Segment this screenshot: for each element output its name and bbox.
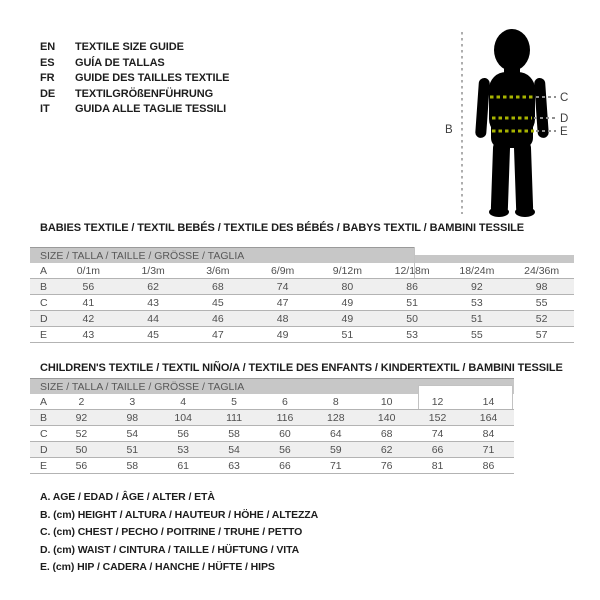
table-cell: 50 [380, 311, 445, 327]
table-cell: 60 [260, 426, 311, 442]
table-cell: 98 [509, 279, 574, 295]
language-row-de [40, 87, 229, 103]
children-table-body [30, 394, 514, 474]
guide-title-fr: GUIDE DES TAILLES TEXTILE [75, 72, 230, 84]
row-label: C [30, 426, 56, 442]
table-cell: 1/3m [121, 263, 186, 279]
language-row-fr [40, 71, 229, 87]
table-cell: 74 [412, 426, 463, 442]
table-cell: 62 [361, 442, 412, 458]
table-cell: 10 [361, 394, 412, 410]
waist-label: D [560, 113, 569, 125]
language-code: FR [40, 72, 55, 84]
row-label: B [30, 279, 56, 295]
table-cell: 68 [361, 426, 412, 442]
language-code: ES [40, 56, 55, 69]
table-cell: 63 [209, 458, 260, 474]
table-cell: 46 [186, 311, 251, 327]
table-cell: 64 [310, 426, 361, 442]
table-cell: 47 [186, 327, 251, 343]
table-cell: 58 [209, 426, 260, 442]
language-code: EN [40, 41, 56, 53]
table-cell: 49 [315, 311, 380, 327]
table-cell: 92 [56, 410, 107, 426]
children-section-title: CHILDREN'S TEXTILE / TEXTIL NIÑO/A / TEXTILE DES ENFANTS / KINDERTEXTIL / BAMBINI TESSILE [40, 362, 563, 374]
table-cell: 3/6m [186, 263, 251, 279]
row-label: A [30, 263, 56, 279]
table-cell: 164 [463, 410, 514, 426]
table-row [30, 426, 514, 442]
table-cell: 152 [412, 410, 463, 426]
table-cell: 128 [310, 410, 361, 426]
table-cell: 43 [121, 295, 186, 311]
hip-label: E [560, 126, 568, 138]
row-label: E [30, 458, 56, 474]
children-size-header-bar: SIZE / TALLA / TAILLE / GRÖSSE / TAGLIA [30, 378, 514, 394]
table-cell: 54 [107, 426, 158, 442]
table-cell: 42 [56, 311, 121, 327]
table-cell: 98 [107, 410, 158, 426]
table-cell: 74 [250, 279, 315, 295]
table-row [30, 311, 574, 327]
language-title-list [40, 40, 229, 118]
table-cell: 51 [445, 311, 510, 327]
table-cell: 56 [260, 442, 311, 458]
legend-age: A. AGE / EDAD / ÂGE / ALTER / ETÀ [40, 491, 215, 503]
table-cell: 68 [186, 279, 251, 295]
language-code: DE [40, 87, 56, 100]
table-cell: 3 [107, 394, 158, 410]
table-cell: 55 [445, 327, 510, 343]
table-cell: 53 [158, 442, 209, 458]
table-cell: 14 [463, 394, 514, 410]
table-cell: 52 [56, 426, 107, 442]
children-size-table [30, 394, 514, 474]
table-cell: 4 [158, 394, 209, 410]
table-row [30, 410, 514, 426]
table-cell: 86 [463, 458, 514, 474]
table-cell: 57 [509, 327, 574, 343]
table-cell: 58 [107, 458, 158, 474]
table-cell: 66 [260, 458, 311, 474]
row-label: A [30, 394, 56, 410]
table-cell: 54 [209, 442, 260, 458]
children-size-section [30, 362, 563, 475]
language-row-en [40, 40, 229, 56]
table-cell: 62 [121, 279, 186, 295]
table-cell: 86 [380, 279, 445, 295]
language-row-es [40, 56, 229, 72]
row-label: D [30, 311, 56, 327]
table-cell: 53 [445, 295, 510, 311]
table-cell: 56 [56, 458, 107, 474]
table-cell: 41 [56, 295, 121, 311]
row-label: E [30, 327, 56, 343]
babies-size-header-bar: SIZE / TALLA / TAILLE / GRÖSSE / TAGLIA [30, 247, 574, 263]
guide-title-it: GUIDA ALLE TAGLIE TESSILI [75, 103, 227, 115]
table-cell: 51 [107, 442, 158, 458]
table-cell: 66 [412, 442, 463, 458]
table-cell: 61 [158, 458, 209, 474]
table-cell: 6 [260, 394, 311, 410]
table-cell: 104 [158, 410, 209, 426]
table-row [30, 327, 574, 343]
table-cell: 80 [315, 279, 380, 295]
table-cell: 48 [250, 311, 315, 327]
table-cell: 43 [56, 327, 121, 343]
table-cell: 111 [209, 410, 260, 426]
legend-chest: C. (cm) CHEST / PECHO / POITRINE / TRUHE / PETTO [40, 526, 303, 538]
table-cell: 116 [260, 410, 311, 426]
table-cell: 49 [315, 295, 380, 311]
silhouette-right-arm [534, 78, 549, 139]
silhouette-right-leg [514, 140, 534, 217]
table-cell: 59 [310, 442, 361, 458]
child-figure-diagram [437, 18, 587, 233]
table-cell: 2 [56, 394, 107, 410]
babies-size-table [30, 263, 574, 343]
table-cell: 140 [361, 410, 412, 426]
table-cell: 5 [209, 394, 260, 410]
table-cell: 55 [509, 295, 574, 311]
child-silhouette [475, 29, 549, 217]
table-cell: 45 [186, 295, 251, 311]
table-row [30, 295, 574, 311]
table-cell: 56 [56, 279, 121, 295]
table-cell: 52 [509, 311, 574, 327]
table-cell: 84 [463, 426, 514, 442]
row-label: B [30, 410, 56, 426]
table-cell: 24/36m [509, 263, 574, 279]
table-cell: 44 [121, 311, 186, 327]
table-cell: 8 [310, 394, 361, 410]
chest-label: C [560, 92, 569, 104]
table-cell: 92 [445, 279, 510, 295]
table-cell: 12 [412, 394, 463, 410]
table-cell: 71 [463, 442, 514, 458]
babies-size-section [30, 222, 574, 344]
silhouette-head [494, 29, 530, 71]
measurement-legend [40, 489, 318, 577]
table-row [30, 263, 574, 279]
legend-height: B. (cm) HEIGHT / ALTURA / HAUTEUR / HÖHE / ALTEZZA [40, 508, 319, 521]
language-code: IT [40, 103, 50, 115]
table-cell: 51 [380, 295, 445, 311]
guide-title-de: TEXTILGRÖßENFÜHRUNG [75, 87, 214, 100]
table-cell: 49 [250, 327, 315, 343]
silhouette-left-leg [491, 140, 511, 217]
table-row [30, 458, 514, 474]
table-cell: 51 [315, 327, 380, 343]
table-row [30, 279, 574, 295]
guide-title-en: TEXTILE SIZE GUIDE [75, 41, 184, 53]
silhouette-right-foot [515, 207, 535, 217]
table-cell: 71 [310, 458, 361, 474]
table-row [30, 442, 514, 458]
table-cell: 76 [361, 458, 412, 474]
table-row [30, 394, 514, 410]
guide-title-es: GUÍA DE TALLAS [75, 56, 165, 69]
table-cell: 0/1m [56, 263, 121, 279]
language-row-it [40, 102, 229, 118]
legend-hip: E. (cm) HIP / CADERA / HANCHE / HÜFTE / HIPS [40, 561, 275, 573]
table-cell: 47 [250, 295, 315, 311]
babies-section-title: BABIES TEXTILE / TEXTIL BEBÉS / TEXTILE DES BÉBÉS / BABYS TEXTIL / BAMBINI TESSILE [40, 222, 525, 234]
row-label: C [30, 295, 56, 311]
babies-table-body [30, 263, 574, 343]
table-cell: 9/12m [315, 263, 380, 279]
table-cell: 56 [158, 426, 209, 442]
silhouette-left-foot [489, 207, 509, 217]
table-cell: 45 [121, 327, 186, 343]
table-cell: 18/24m [445, 263, 510, 279]
table-cell: 6/9m [250, 263, 315, 279]
table-cell: 81 [412, 458, 463, 474]
height-label: B [445, 124, 453, 136]
silhouette-left-arm [475, 78, 490, 139]
table-cell: 50 [56, 442, 107, 458]
legend-waist: D. (cm) WAIST / CINTURA / TAILLE / HÜFTUNG / VITA [40, 543, 300, 556]
table-cell: 12/18m [380, 263, 445, 279]
table-cell: 53 [380, 327, 445, 343]
row-label: D [30, 442, 56, 458]
header-notch [414, 247, 574, 255]
